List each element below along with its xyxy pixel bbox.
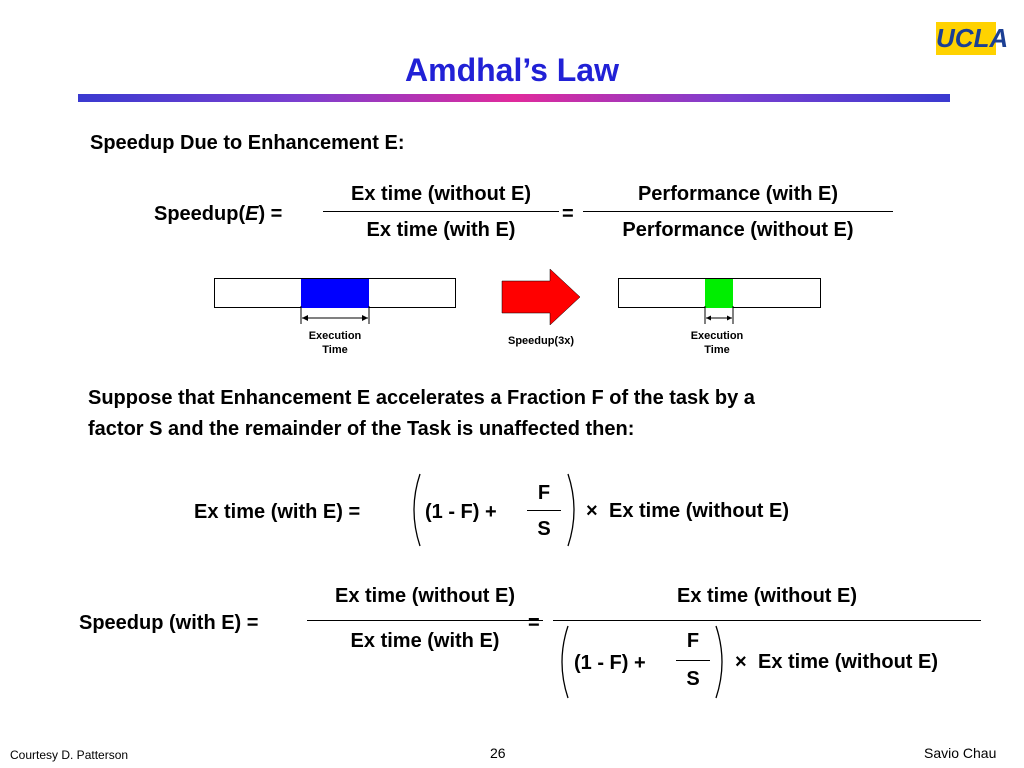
speedup-arrow-icon [500,267,582,327]
eq2-fraction-bar [527,510,561,511]
eq3-equals: = [528,612,540,634]
right-execution-label [680,329,754,357]
eq3-fraction-bar-2 [553,620,981,621]
title-divider [78,94,950,102]
left-execution-label [298,329,372,357]
eq3-inner-fraction-bar [676,660,710,661]
eq1-denominator-2: Performance (without E) [622,219,854,241]
speedup-arrow-label: Speedup(3x) [507,335,574,347]
eq1-denominator-1: Ex time (with E) [366,219,516,241]
eq2-times: × [586,500,598,522]
eq2-term1: (1 - F) + [425,501,497,523]
section-heading: Speedup Due to Enhancement E: [90,132,405,154]
eq2-fraction-denominator: S [537,518,551,540]
right-dimension-arrow [700,306,740,326]
eq3-numerator-2: Ex time (without E) [677,585,857,607]
eq2-lhs: Ex time (with E) = [194,501,361,523]
eq1-fraction-bar-1 [323,211,559,212]
eq1-numerator-2: Performance (with E) [637,183,839,205]
footer-author: Savio Chau [924,745,997,761]
paragraph-line-1: Suppose that Enhancement E accelerates a Fraction F of the task by a [88,387,755,409]
eq1-numerator-1: Ex time (without E) [351,183,531,205]
eq3-numerator-1: Ex time (without E) [335,585,515,607]
right-label-line2: Time [704,344,730,356]
slide-title: Amdhal’s Law [405,52,619,88]
eq3-term1: (1 - F) + [574,652,646,674]
eq1-lhs-suffix: ) = [258,203,283,225]
left-dimension-arrow [296,306,376,326]
eq3-rhs: Ex time (without E) [758,651,938,673]
eq1-lhs [154,203,282,226]
eq3-lhs: Speedup (with E) = [79,612,259,634]
enhanced-segment [705,279,733,308]
paragraph-line-2: factor S and the remainder of the Task is unaffected then: [88,418,635,440]
ucla-logo: UCLA [936,23,1009,53]
left-label-line1: Execution [308,330,362,342]
page-number: 26 [490,745,506,761]
eq3-fraction-bar-1 [307,620,543,621]
eq3-inner-numerator: F [686,630,700,652]
left-label-line2: Time [322,344,348,356]
eq3-inner-denominator: S [686,668,700,690]
original-enhanced-segment [301,279,369,308]
eq2-fraction-numerator: F [537,482,551,504]
right-label-line1: Execution [690,330,744,342]
eq1-fraction-bar-2 [583,211,893,212]
eq1-lhs-prefix: Speedup( [154,203,246,225]
eq2-rhs: Ex time (without E) [609,500,789,522]
eq1-equals: = [562,203,574,225]
eq3-times: × [735,651,747,673]
eq1-lhs-var: E [245,203,259,225]
eq3-denominator-1: Ex time (with E) [350,630,500,652]
footer-credit: Courtesy D. Patterson [10,748,129,762]
